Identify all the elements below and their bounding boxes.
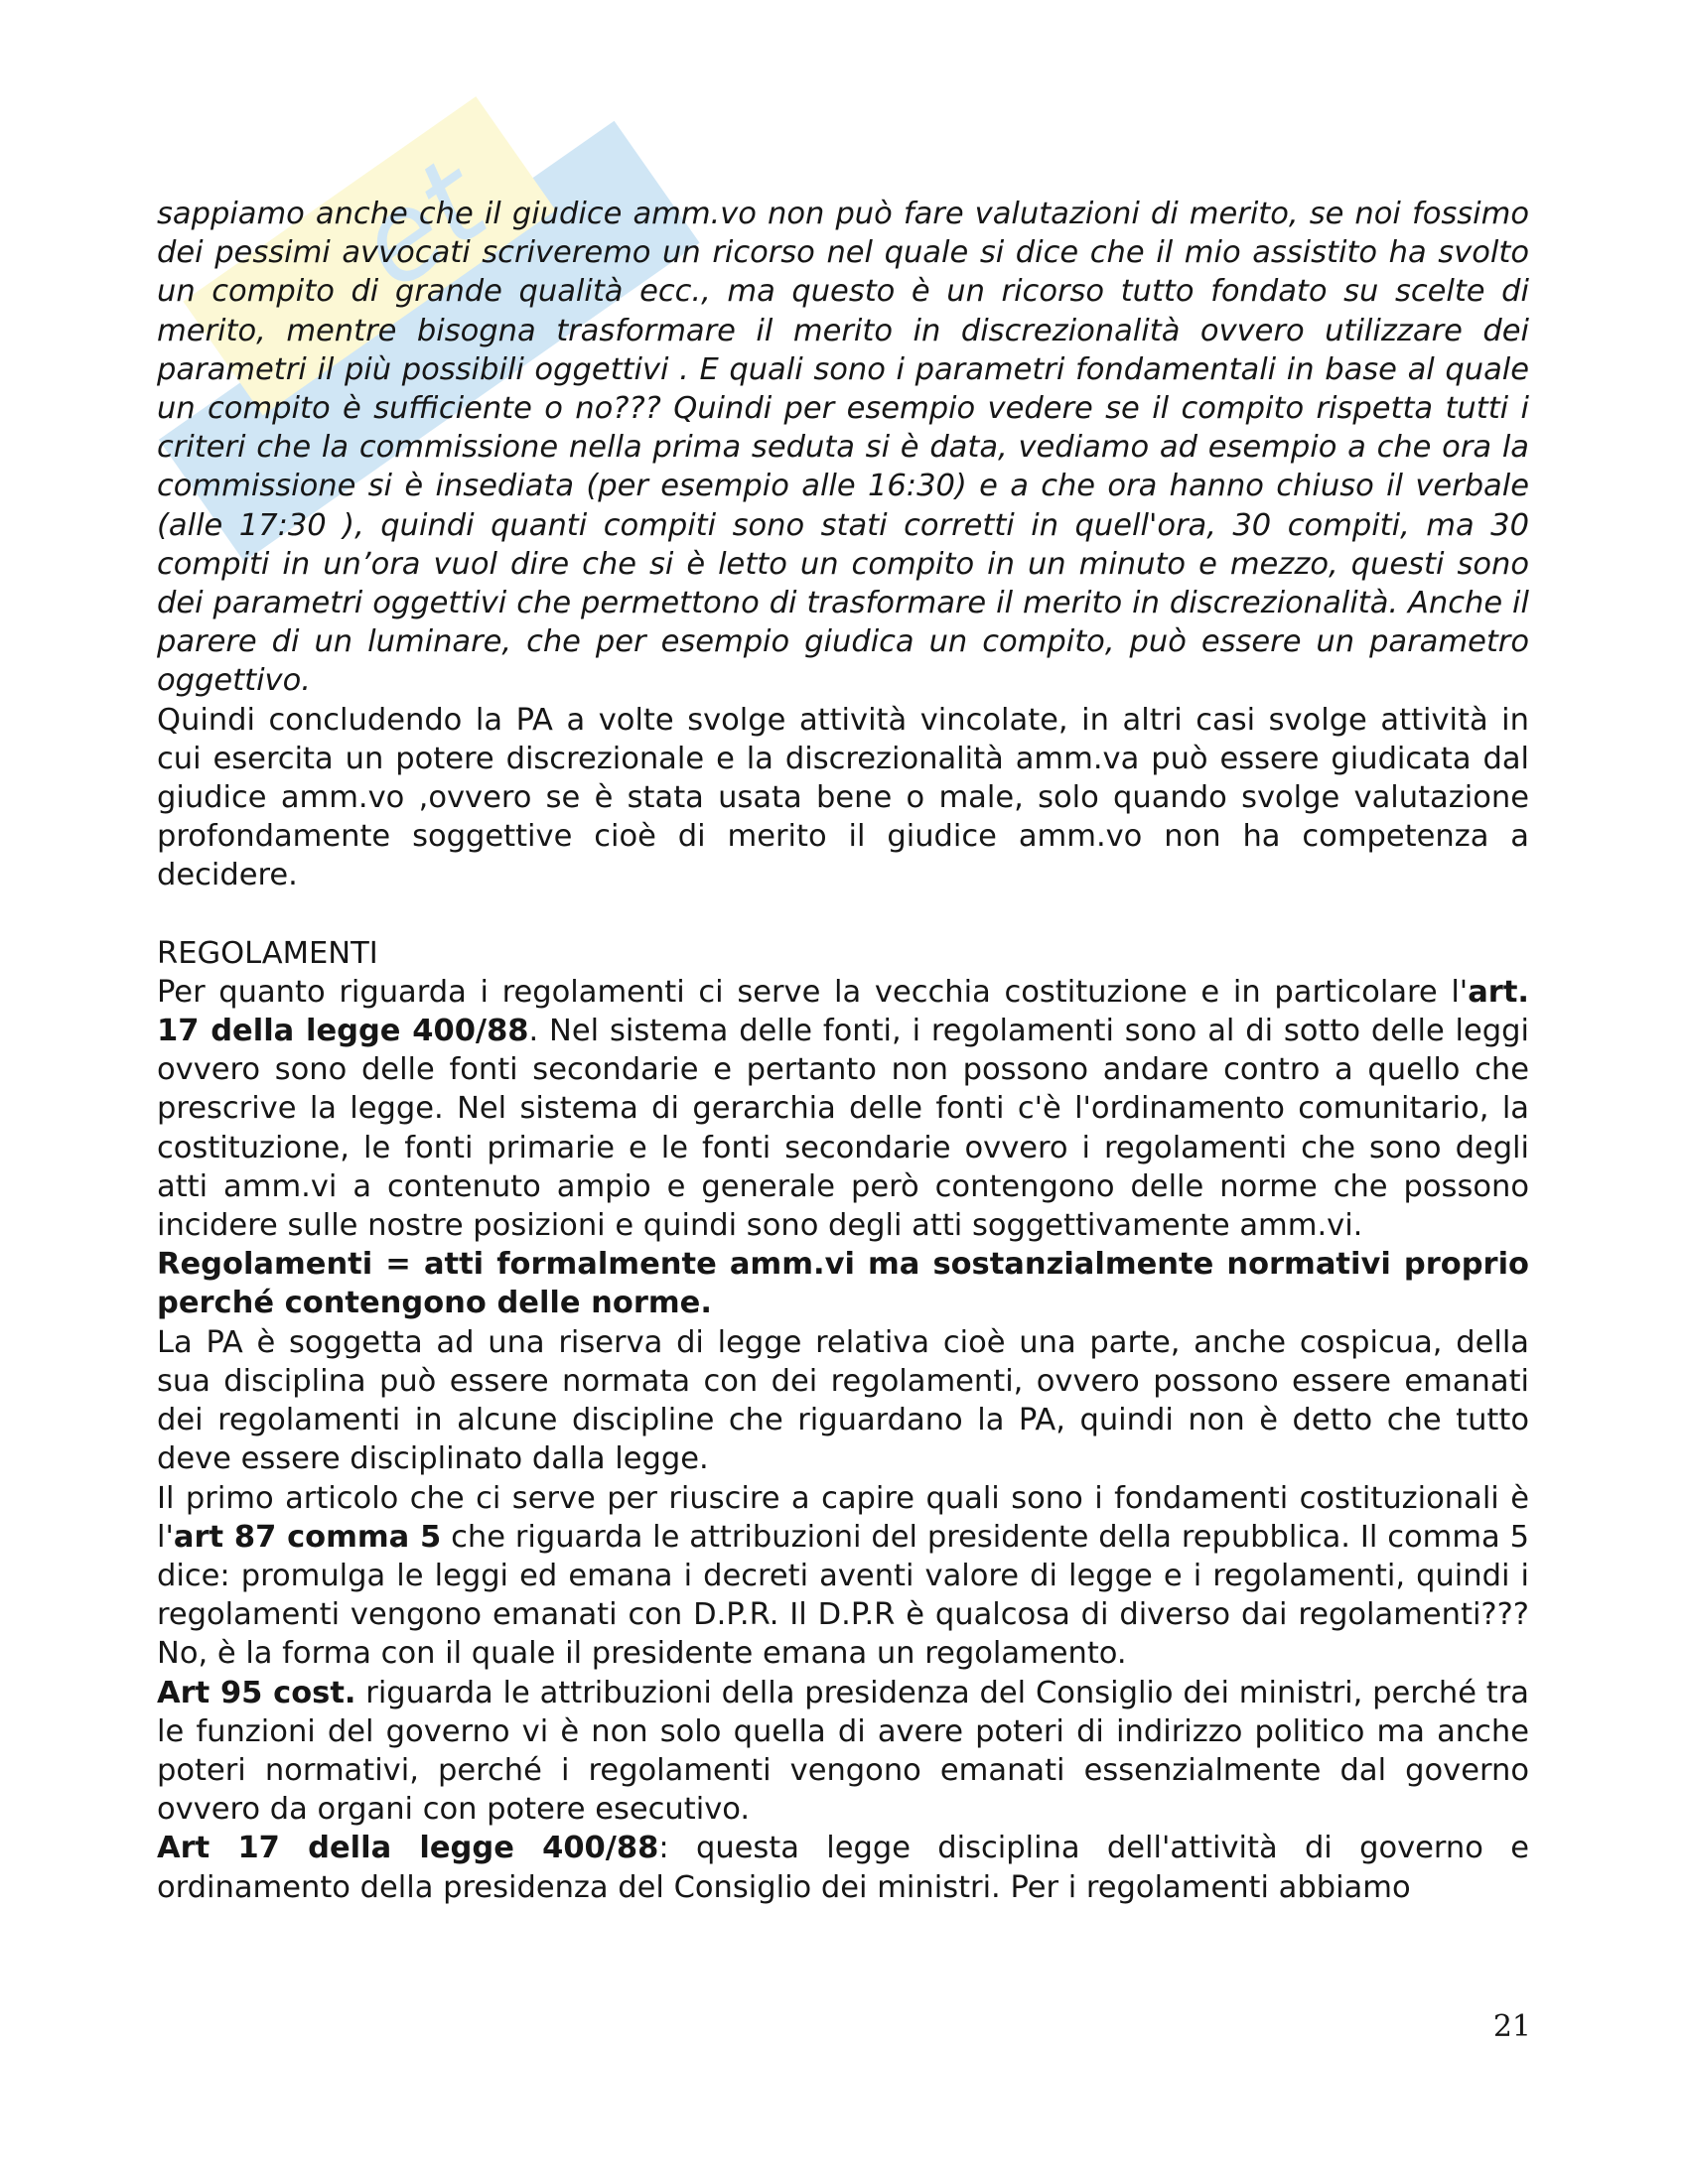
paragraph-art-95 [157, 1674, 1529, 1830]
text-run: . Nel sistema delle fonti, i regolamenti sono al di sotto delle leggi ovvero sono delle fonti secondarie e pertanto non possono andare contro a quello che prescrive la legge. Nel sistema di gerarchia delle fonti c'è l'ordinamento comunitario, la costituzione, le fonti primarie e le fonti secondarie ovvero i regolamenti che sono degli atti amm.vi a contenuto ampio e generale però contengono delle norme che possono incidere sulle nostre posizioni e quindi sono degli atti soggettivamente amm.vi. [157, 1014, 1529, 1244]
paragraph-art-87 [157, 1479, 1529, 1674]
text-run: : questa legge disciplina dell'attività di governo e ordinamento della presidenza del Consiglio dei ministri. Per i regolamenti abbiamo [157, 1831, 1529, 1905]
section-heading: REGOLAMENTI [157, 935, 378, 971]
paragraph-conclusione: Quindi concludendo la PA a volte svolge attività vincolate, in altri casi svolge attività in cui esercita un potere discrezionale e la discrezionalità amm.va può essere giudicata dal giudice amm.vo ,ovvero se è stata usata bene o male, solo quando svolge valutazione profondamente soggettive cioè di merito il giudice amm.vo non ha competenza a decidere. [157, 702, 1529, 893]
text-run: riguarda le attribuzioni della presidenza del Consiglio dei ministri, perché tra le funzioni del governo vi è non solo quella di avere poteri di indirizzo politico ma anche poteri normativi, perché i regolamenti vengono emanati essenzialmente dal governo ovvero da organi con potere esecutivo. [157, 1675, 1529, 1828]
document-body [157, 195, 1529, 1907]
text-run: Per quanto riguarda i regolamenti ci serve la vecchia costituzione e in particolare l' [157, 974, 1469, 1010]
paragraph-merito: sappiamo anche che il giudice amm.vo non può fare valutazioni di merito, se noi fossimo dei pessimi avvocati scriveremo un ricorso nel quale si dice che il mio assistito ha svolto un compito di grande qualità ecc., ma questo è un ricorso tutto fondato su scelte di merito, mentre bisogna trasformare il merito in discrezionalità ovvero utilizzare dei parametri il più possibili oggettivi . E quali sono i parametri fondamentali in base al quale un compito è sufficiente o no??? Quindi per esempio vedere se il compito rispetta tutti i criteri che la commissione nella prima seduta si è data, vediamo ad esempio a che ora la commissione si è insediata (per esempio alle 16:30) e a che ora hanno chiuso il verbale (alle 17:30 ), quindi quanti compiti sono stati corretti in quell'ora, 30 compiti, ma 30 compiti in un’ora vuol dire che si è letto un compito in un minuto e mezzo, questi sono dei parametri oggettivi che permettono di trasformare il merito in discrezionalità. Anche il parere di un luminare, che per esempio giudica un compito, può essere un parametro oggettivo. [157, 197, 1529, 699]
paragraph-riserva-di-legge: La PA è soggetta ad una riserva di legge relativa cioè una parte, anche cospicua, della sua disciplina può essere normata con dei regolamenti, ovvero possono essere emanati dei regolamenti in alcune discipline che riguardano la PA, quindi non è detto che tutto deve essere disciplinato dalla legge. [157, 1324, 1529, 1477]
bold-reference: Art 95 cost. [157, 1675, 356, 1710]
definition-regolamenti: Regolamenti = atti formalmente amm.vi ma sostanzialmente normativi proprio perché contengono delle norme. [157, 1247, 1529, 1321]
bold-reference: art. 17 della legge 400/88 [157, 974, 1529, 1049]
bold-reference: art 87 comma 5 [173, 1519, 442, 1555]
page-number: 21 [1492, 2009, 1531, 2044]
bold-reference: Art 17 della legge 400/88 [157, 1831, 659, 1866]
watermark-text: et [332, 134, 510, 317]
paragraph-art-17 [157, 1829, 1529, 1906]
text-run: Il primo articolo che ci serve per riuscire a capire quali sono i fondamenti costituzionali è l' [157, 1480, 1529, 1555]
paragraph-regolamenti-intro [157, 973, 1529, 1245]
paragraph-spacer [157, 895, 1529, 934]
text-run: che riguarda le attribuzioni del presidente della repubblica. Il comma 5 dice: promulga le leggi ed emana i decreti aventi valore di legge e i regolamenti, quindi i regolamenti vengono emanati con D.P.R. Il D.P.R è qualcosa di diverso dai regolamenti??? No, è la forma con il quale il presidente emana un regolamento. [157, 1519, 1530, 1672]
